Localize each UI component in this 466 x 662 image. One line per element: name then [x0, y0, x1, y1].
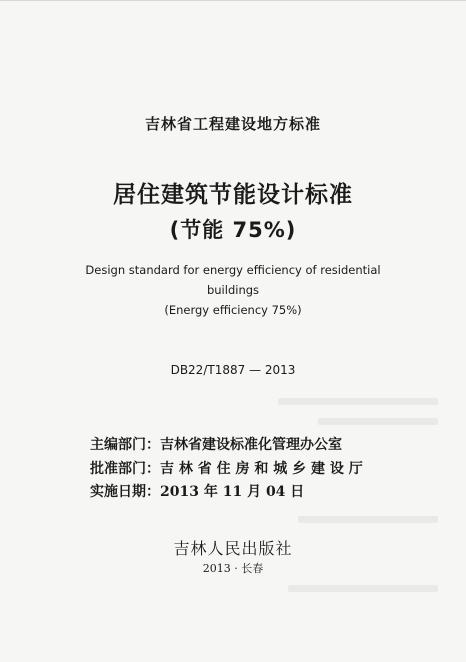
approver-department [90, 458, 363, 478]
document-subtitle: (节能 75%) [169, 218, 297, 242]
date-label: 实施日期： [90, 484, 160, 500]
english-title-line1: Design standard for energy efficiency of residential [85, 263, 381, 277]
approver-label: 批准部门： [90, 461, 160, 477]
implementation-date [90, 481, 304, 501]
editor-department [90, 434, 342, 454]
publisher-name: 吉林人民出版社 [173, 539, 293, 558]
editor-value: 吉林省建设标准化管理办公室 [160, 437, 342, 453]
page-edge [0, 0, 466, 1]
show-through-mark [288, 585, 438, 592]
standard-series: 吉林省工程建设地方标准 [144, 115, 321, 133]
approver-value: 吉 林 省 住 房 和 城 乡 建 设 厅 [160, 461, 363, 477]
editor-label: 主编部门： [90, 437, 160, 453]
show-through-mark [318, 418, 438, 425]
standard-code: DB22/T1887 — 2013 [170, 363, 296, 377]
show-through-mark [298, 516, 438, 523]
english-subtitle: (Energy efficiency 75%) [164, 303, 302, 317]
show-through-mark [278, 398, 438, 405]
publication-place-date: 2013 · 长春 [202, 562, 264, 575]
english-title-line2: buildings [206, 283, 260, 297]
document-title: 居住建筑节能设计标准 [113, 182, 353, 208]
date-value: 2013 年 11 月 04 日 [160, 484, 305, 500]
